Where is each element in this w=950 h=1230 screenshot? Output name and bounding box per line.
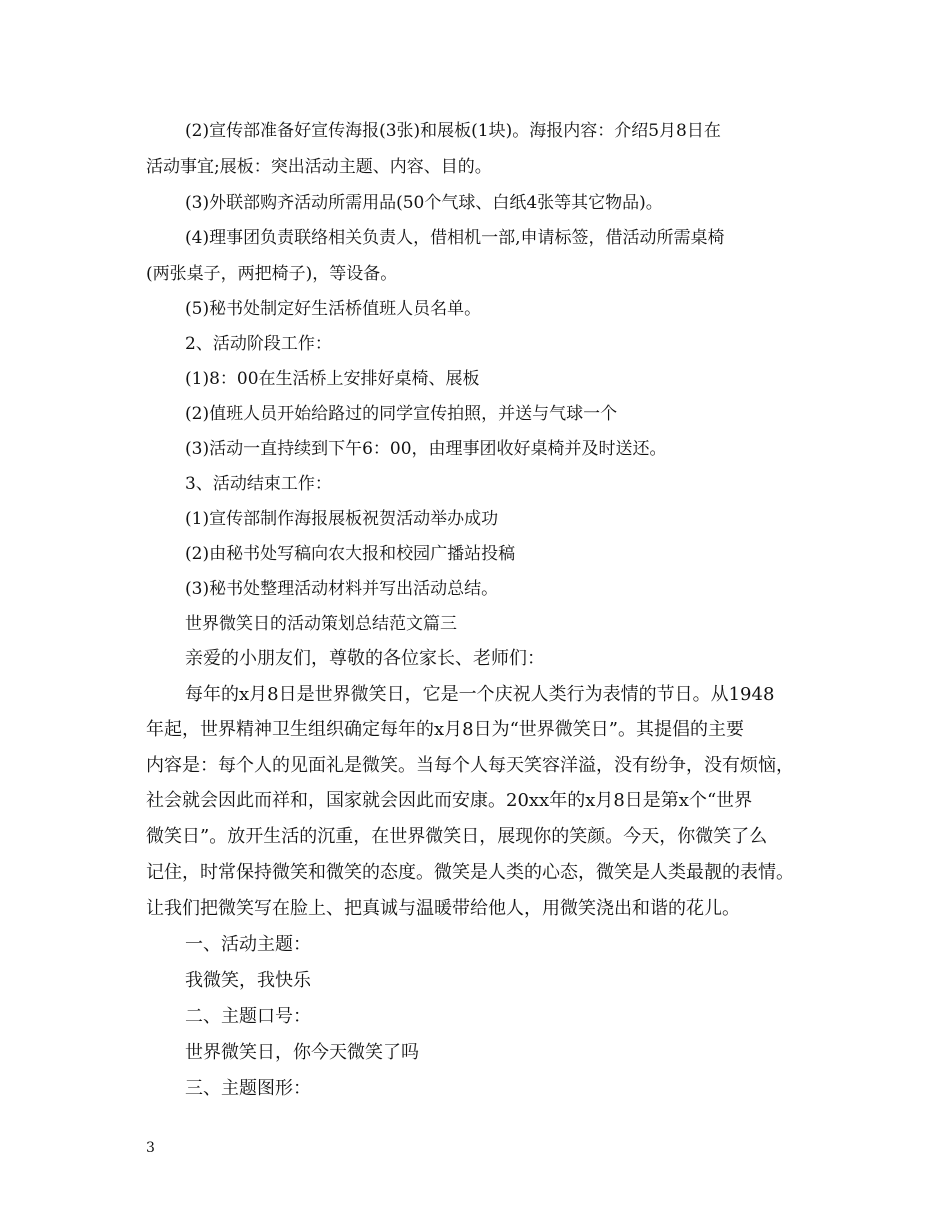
section-heading: 一、活动主题： [185, 934, 311, 955]
paragraph-line: (2)值班人员开始给路过的同学宣传拍照，并送与气球一个 [185, 404, 618, 424]
article-title: 世界微笑日的活动策划总结范文篇三 [185, 614, 457, 634]
section-heading: 3、活动结束工作： [185, 474, 332, 494]
paragraph-line: 我微笑，我快乐 [185, 970, 311, 991]
paragraph-line: (1)8：00在生活桥上安排好桌椅、展板 [185, 369, 480, 389]
paragraph-line: 微笑日”。放开生活的沉重，在世界微笑日，展现你的笑颜。今天，你微笑了么 [146, 826, 768, 847]
paragraph-line: 社会就会因此而祥和，国家就会因此而安康。20xx年的x月8日是第x个“世界 [146, 790, 753, 811]
section-heading: 二、主题口号： [185, 1006, 311, 1027]
paragraph-line: (2)由秘书处写稿向农大报和校园广播站投稿 [185, 544, 516, 564]
paragraph-line: 年起，世界精神卫生组织确定每年的x月8日为“世界微笑日”。其提倡的主要 [146, 719, 745, 740]
paragraph-line: (5)秘书处制定好生活桥值班人员名单。 [185, 299, 482, 319]
section-heading: 2、活动阶段工作： [185, 334, 332, 354]
paragraph-line: 记住，时常保持微笑和微笑的态度。微笑是人类的心态，微笑是人类最靓的表情。 [146, 862, 794, 883]
paragraph-line: (1)宣传部制作海报展板祝贺活动举办成功 [185, 509, 499, 529]
section-heading: 三、主题图形： [185, 1078, 311, 1099]
paragraph-line: (3)秘书处整理活动材料并写出活动总结。 [185, 579, 499, 599]
paragraph-line: (两张桌子，两把椅子)，等设备。 [146, 264, 398, 284]
paragraph-line: 内容是：每个人的见面礼是微笑。当每个人每天笑容洋溢，没有纷争，没有烦恼， [146, 755, 794, 776]
paragraph-line: (3)活动一直持续到下午6：00，由理事团收好桌椅并及时送还。 [185, 439, 667, 459]
paragraph-line: 让我们把微笑写在脸上、把真诚与温暖带给他人，用微笑浇出和谐的花儿。 [146, 898, 740, 919]
paragraph-line: 世界微笑日，你今天微笑了吗 [185, 1042, 419, 1063]
paragraph-line: 亲爱的小朋友们，尊敬的各位家长、老师们： [185, 648, 545, 669]
paragraph-line: (4)理事团负责联络相关负责人，借相机一部,申请标签，借活动所需桌椅 [185, 228, 725, 248]
page-number: 3 [146, 1140, 155, 1156]
paragraph-line: (3)外联部购齐活动所需用品(50个气球、白纸4张等其它物品)。 [185, 193, 663, 213]
paragraph-line: 活动事宜;展板：突出活动主题、内容、目的。 [146, 157, 492, 177]
paragraph-line: (2)宣传部准备好宣传海报(3张)和展板(1块)。海报内容：介绍5月8日在 [185, 121, 721, 141]
paragraph-line: 每年的x月8日是世界微笑日，它是一个庆祝人类行为表情的节日。从1948 [185, 684, 775, 705]
